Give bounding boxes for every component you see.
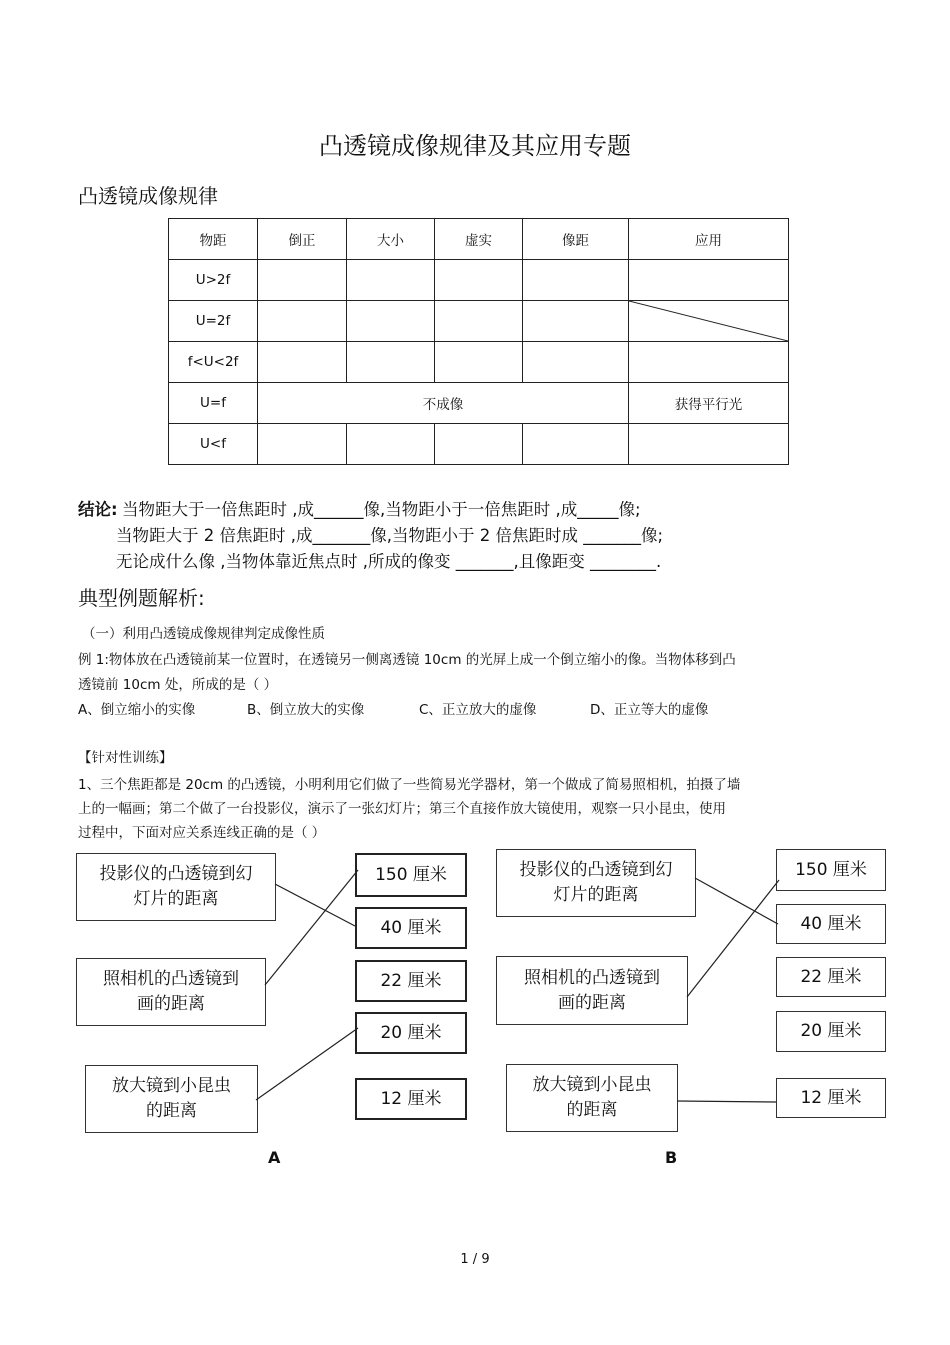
- table-header: 物距: [169, 219, 258, 260]
- page-number: 1 / 9: [460, 1252, 490, 1267]
- row-label: U=2f: [169, 301, 258, 342]
- diagram-b-12cm-box: 12 厘米: [776, 1078, 886, 1118]
- training-heading: 【针对性训练】: [78, 750, 173, 766]
- table-header: 虚实: [435, 219, 523, 260]
- option-a: A、倒立缩小的实像: [78, 702, 196, 718]
- box-text: 照相机的凸透镜到: [103, 969, 239, 989]
- box-text: 放大镜到小昆虫: [112, 1076, 231, 1096]
- conclusion-line-3: 无论成什么像 ,当物体靠近焦点时 ,所成的像变 _______,且像距变 ________.: [116, 552, 662, 571]
- diagram-b-22cm-box: 22 厘米: [776, 957, 886, 997]
- conclusion-line-2: 当物距大于 2 倍焦距时 ,成_______像,当物距小于 2 倍焦距时成 _______像;: [116, 526, 664, 545]
- diagram-a-12cm-box: 12 厘米: [355, 1078, 467, 1120]
- option-d: D、正立等大的虚像: [590, 702, 709, 718]
- diagram-label-a: A: [268, 1148, 281, 1167]
- connector-b-camera-to-150cm: [687, 880, 779, 997]
- box-text: 照相机的凸透镜到: [524, 967, 660, 988]
- example1-line-1: 例 1:物体放在凸透镜前某一位置时，在透镜另一侧离透镜 10cm 的光屏上成一个倒立缩小的像。当物体移到凸: [78, 652, 736, 668]
- diagram-b-40cm-box: 40 厘米: [776, 904, 886, 944]
- table-header: 像距: [523, 219, 629, 260]
- table-header: 倒正: [258, 219, 347, 260]
- box-text: 的距离: [566, 1100, 618, 1120]
- box-text: 投影仪的凸透镜到幻: [99, 864, 253, 884]
- option-c: C、正立放大的虚像: [419, 702, 537, 718]
- diagram-b-20cm-box: 20 厘米: [776, 1011, 886, 1052]
- conclusion-line-1: 当物距大于一倍焦距时 ,成______像,当物距小于一倍焦距时 ,成_____像;: [122, 500, 641, 519]
- connector-a-magnifier-to-20cm: [256, 1028, 358, 1100]
- connector-b-magnifier-to-12cm: [677, 1101, 776, 1102]
- box-text: 放大镜到小昆虫: [532, 1075, 652, 1095]
- box-text: 灯片的距离: [553, 885, 639, 905]
- conclusion-label: 结论:: [78, 500, 118, 519]
- table-header: 大小: [347, 219, 435, 260]
- parallel-light-cell: 获得平行光: [629, 383, 789, 424]
- diagram-a-22cm-box: 22 厘米: [355, 960, 467, 1002]
- diagram-label-b: B: [665, 1148, 678, 1167]
- row-label: U<f: [169, 424, 258, 465]
- diagram-a-150cm-box: 150 厘米: [355, 853, 467, 897]
- section-heading-examples: 典型例题解析:: [78, 586, 205, 610]
- option-b: B、倒立放大的实像: [247, 702, 365, 718]
- section-heading-rules: 凸透镜成像规律: [78, 184, 218, 208]
- box-text: 的距离: [146, 1101, 197, 1121]
- box-text: 投影仪的凸透镜到幻: [519, 860, 673, 880]
- diagram-b-150cm-box: 150 厘米: [776, 849, 886, 891]
- diagram-a-20cm-box: 20 厘米: [355, 1012, 467, 1054]
- box-text: 画的距离: [558, 992, 626, 1013]
- question1-line-2: 上的一幅画；第二个做了一台投影仪，演示了一张幻灯片；第三个直接作放大镜使用，观察一只小昆虫，使用: [78, 801, 726, 817]
- no-image-cell: 不成像: [258, 383, 629, 424]
- row-label: f<U<2f: [169, 342, 258, 383]
- example1-line-2: 透镜前 10cm 处，所成的是（ ）: [78, 677, 278, 693]
- row-label: U=f: [169, 383, 258, 424]
- subsection-heading: （一）利用凸透镜成像规律判定成像性质: [82, 626, 325, 642]
- box-text: 画的距离: [137, 994, 205, 1014]
- connector-a-projector-to-40cm: [275, 884, 355, 926]
- question1-line-3: 过程中，下面对应关系连线正确的是（ ）: [78, 825, 326, 841]
- connector-b-projector-to-40cm: [695, 878, 778, 924]
- table-header: 应用: [629, 219, 789, 260]
- connector-a-camera-to-150cm: [265, 870, 358, 985]
- row-label: U>2f: [169, 260, 258, 301]
- page-title: 凸透镜成像规律及其应用专题: [319, 132, 631, 160]
- box-text: 灯片的距离: [133, 889, 219, 909]
- diagram-a-40cm-box: 40 厘米: [355, 907, 467, 949]
- question1-line-1: 1、三个焦距都是 20cm 的凸透镜，小明利用它们做了一些简易光学器材，第一个做成了简易照相机，拍摄了墙: [78, 777, 741, 793]
